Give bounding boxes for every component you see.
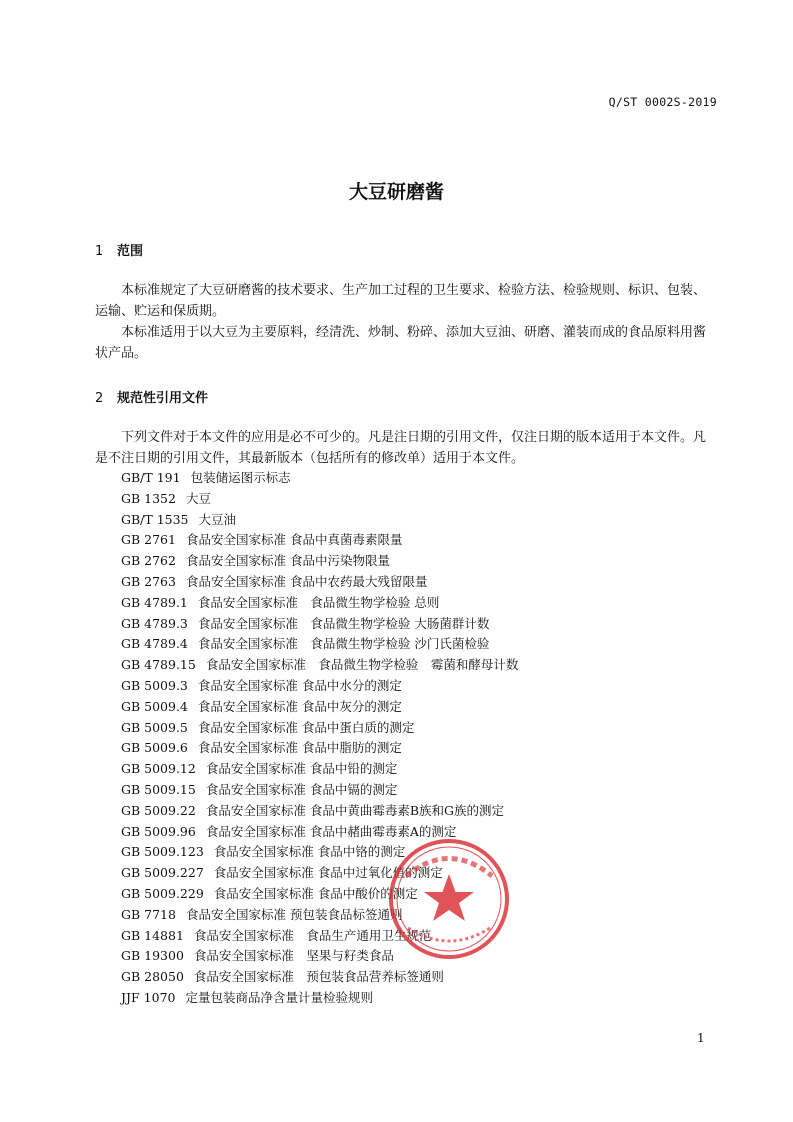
reference-item (121, 718, 518, 739)
reference-code: GB 5009.227 (121, 865, 204, 881)
reference-code: GB 7718 (121, 906, 176, 922)
reference-item (121, 551, 518, 572)
reference-item (121, 759, 518, 780)
reference-item (121, 572, 518, 593)
reference-code: GB 5009.3 (121, 677, 188, 693)
reference-code: GB 2763 (121, 573, 176, 589)
reference-code: GB 4789.15 (121, 657, 196, 673)
reference-item (121, 614, 518, 635)
reference-title: 定量包装商品净含量计量检验规则 (185, 989, 373, 1005)
reference-item (121, 738, 518, 759)
reference-title: 食品安全国家标准 食品中农药最大残留限量 (185, 573, 428, 589)
reference-title: 食品安全国家标准 食品中铅的测定 (205, 761, 398, 777)
reference-code: GB 4789.4 (121, 636, 188, 652)
section-2-number: 2 (95, 391, 104, 406)
reference-item (121, 593, 518, 614)
section-1-heading (95, 240, 143, 259)
standard-code: Q/ST 0002S-2019 (608, 95, 717, 109)
reference-title: 食品安全国家标准 食品微生物学检验 霉菌和酵母计数 (205, 657, 519, 673)
reference-title: 食品安全国家标准 食品中脂肪的测定 (197, 740, 402, 756)
reference-code: JJF 1070 (121, 989, 176, 1005)
reference-title: 大豆 (185, 490, 211, 506)
reference-title: 食品安全国家标准 食品微生物学检验 大肠菌群计数 (197, 615, 490, 631)
reference-code: GB 5009.229 (121, 885, 204, 901)
reference-title: 食品安全国家标准 预包装食品标签通则 (185, 906, 403, 922)
reference-code: GB 1352 (121, 490, 176, 506)
reference-title: 食品安全国家标准 食品微生物学检验 总则 (197, 594, 440, 610)
reference-title: 食品安全国家标准 食品中黄曲霉毒素B族和G族的测定 (205, 802, 504, 818)
reference-item (121, 489, 518, 510)
reference-title: 食品安全国家标准 食品中赭曲霉毒素A的测定 (205, 823, 457, 839)
section-2-title: 规范性引用文件 (117, 391, 209, 406)
reference-item (121, 676, 518, 697)
reference-item (121, 530, 518, 551)
reference-title: 食品安全国家标准 食品中过氧化值的测定 (213, 865, 443, 881)
reference-code: GB 2762 (121, 553, 176, 569)
scope-paragraph-2: 本标准适用于以大豆为主要原料，经清洗、炒制、粉碎、添加大豆油、研磨、灌装而成的食品原料用酱状产品。 (95, 325, 707, 361)
reference-title: 食品安全国家标准 食品中蛋白质的测定 (197, 719, 415, 735)
reference-code: GB 5009.6 (121, 740, 188, 756)
reference-title: 大豆油 (198, 511, 237, 527)
reference-item (121, 967, 518, 988)
reference-code: GB 5009.22 (121, 802, 196, 818)
reference-title: 食品安全国家标准 食品中铬的测定 (213, 844, 406, 860)
reference-item (121, 655, 518, 676)
reference-code: GB 5009.96 (121, 823, 196, 839)
company-seal-icon (386, 836, 512, 962)
reference-title: 食品安全国家标准 预包装食品营养标签通则 (193, 969, 444, 985)
section-1-number: 1 (95, 244, 104, 259)
reference-title: 食品安全国家标准 坚果与籽类食品 (193, 948, 394, 964)
reference-code: GB 4789.1 (121, 594, 188, 610)
reference-item (121, 988, 518, 1009)
reference-title: 食品安全国家标准 食品中酸价的测定 (213, 885, 418, 901)
section-2-heading (95, 387, 208, 406)
reference-title: 食品安全国家标准 食品微生物学检验 沙门氏菌检验 (197, 636, 490, 652)
reference-item (121, 468, 518, 489)
reference-code: GB 14881 (121, 927, 184, 943)
reference-title: 食品安全国家标准 食品中真菌毒素限量 (185, 532, 403, 548)
reference-title: 食品安全国家标准 食品中镉的测定 (205, 781, 398, 797)
reference-code: GB/T 1535 (121, 511, 189, 527)
reference-title: 食品安全国家标准 食品中污染物限量 (185, 553, 390, 569)
reference-title: 食品安全国家标准 食品生产通用卫生规范 (193, 927, 432, 943)
reference-title: 食品安全国家标准 食品中水分的测定 (197, 677, 402, 693)
reference-code: GB 5009.15 (121, 781, 196, 797)
reference-title: 食品安全国家标准 食品中灰分的测定 (197, 698, 402, 714)
reference-code: GB 5009.5 (121, 719, 188, 735)
references-intro-paragraph: 下列文件对于本文件的应用是必不可少的。凡是注日期的引用文件，仅注日期的版本适用于本文件。凡是不注日期的引用文件，其最新版本（包括所有的修改单）适用于本文件。 (95, 430, 707, 466)
reference-item (121, 510, 518, 531)
reference-code: GB 4789.3 (121, 615, 188, 631)
document-title: 大豆研磨酱 (348, 181, 444, 203)
scope-paragraph-1: 本标准规定了大豆研磨酱的技术要求、生产加工过程的卫生要求、检验方法、检验规则、标识、包装、运输、贮运和保质期。 (95, 283, 707, 319)
reference-title: 包装储运图示标志 (190, 470, 291, 485)
reference-item (121, 634, 518, 655)
reference-code: GB 28050 (121, 969, 184, 985)
page-number: 1 (697, 1031, 705, 1045)
reference-code: GB 2761 (121, 532, 176, 548)
reference-item (121, 801, 518, 822)
section-1-title: 范围 (117, 244, 144, 259)
reference-item (121, 697, 518, 718)
reference-code: GB 19300 (121, 948, 184, 964)
reference-code: GB/T 191 (121, 470, 181, 485)
reference-code: GB 5009.123 (121, 844, 204, 860)
reference-code: GB 5009.4 (121, 698, 188, 714)
reference-code: GB 5009.12 (121, 761, 196, 777)
reference-item (121, 780, 518, 801)
